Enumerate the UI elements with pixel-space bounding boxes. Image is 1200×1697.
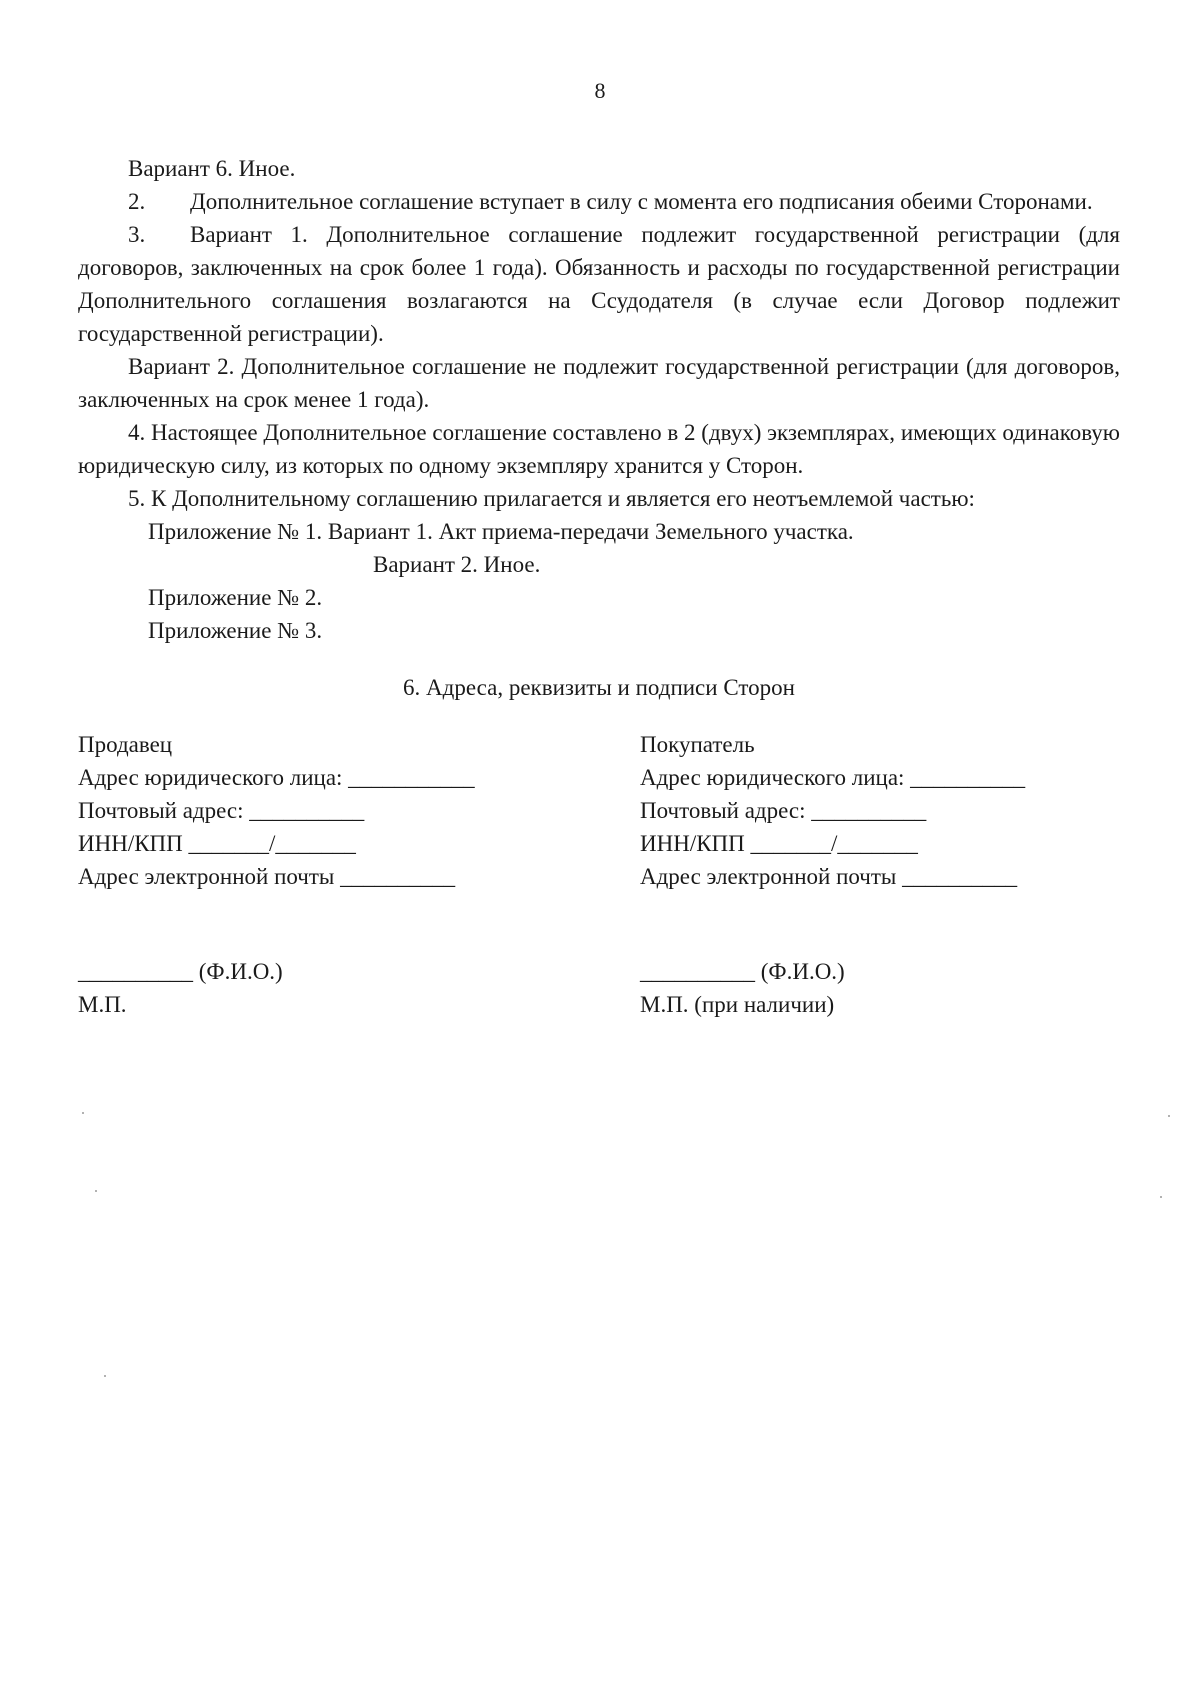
seller-stamp: М.П. — [78, 992, 127, 1017]
page-number: 8 — [594, 78, 606, 103]
paragraph-2-number: 2. — [128, 189, 146, 214]
buyer-block — [640, 728, 1120, 893]
scan-speck — [1160, 1196, 1162, 1198]
paragraph-3-variant-2: Вариант 2. Дополнительное соглашение не подлежит государственной регистрации (для договоров, заключенных на срок менее 1 года). — [78, 354, 1120, 412]
buyer-title: Покупатель — [640, 732, 755, 757]
paragraph-variant-6: Вариант 6. Иное. — [128, 156, 296, 181]
paragraph-4: 4. Настоящее Дополнительное соглашение составлено в 2 (двух) экземплярах, имеющих одинаковую юридическую силу, из которых по одному экземпляру хранится у Сторон. — [78, 420, 1120, 478]
paragraph-3-text: Вариант 1. Дополнительное соглашение подлежит государственной регистрации (для договоров, заключенных на срок более 1 года). Обязанность и расходы по государственной регистрации Дополнительного соглашения возлагаются на Ссудодателя (в случае если Договор подлежит государственной регистрации). — [78, 222, 1120, 346]
scan-speck — [1168, 1115, 1170, 1117]
buyer-signature: __________ (Ф.И.О.) — [640, 959, 845, 984]
seller-signature-block — [78, 955, 598, 1021]
seller-block — [78, 728, 598, 893]
appendix-2: Приложение № 2. — [148, 585, 323, 610]
paragraph-2 — [78, 185, 1120, 218]
seller-inn-kpp: ИНН/КПП _______/_______ — [78, 831, 356, 856]
appendix-3: Приложение № 3. — [148, 618, 323, 643]
scan-speck — [82, 1112, 84, 1114]
paragraph-2-text: Дополнительное соглашение вступает в силу с момента его подписания обеими Сторонами. — [190, 189, 1093, 214]
buyer-legal-address: Адрес юридического лица: __________ — [640, 765, 1026, 790]
seller-postal-address: Почтовый адрес: __________ — [78, 798, 365, 823]
seller-title: Продавец — [78, 732, 173, 757]
buyer-postal-address: Почтовый адрес: __________ — [640, 798, 927, 823]
seller-email: Адрес электронной почты __________ — [78, 864, 456, 889]
scan-speck — [104, 1375, 106, 1377]
seller-legal-address: Адрес юридического лица: ___________ — [78, 765, 475, 790]
paragraph-3-number: 3. — [128, 222, 146, 247]
buyer-stamp: М.П. (при наличии) — [640, 992, 835, 1017]
appendix-1-variant-2: Вариант 2. Иное. — [373, 552, 541, 577]
buyer-email: Адрес электронной почты __________ — [640, 864, 1018, 889]
paragraph-3 — [78, 218, 1120, 350]
paragraph-5: 5. К Дополнительному соглашению прилагается и является его неотъемлемой частью: — [128, 486, 975, 511]
appendix-1: Приложение № 1. Вариант 1. Акт приема-передачи Земельного участка. — [148, 519, 854, 544]
section-title: 6. Адреса, реквизиты и подписи Сторон — [403, 675, 795, 700]
scan-speck — [95, 1190, 97, 1192]
document-body — [78, 152, 1120, 1021]
buyer-inn-kpp: ИНН/КПП _______/_______ — [640, 831, 918, 856]
parties-requisites — [78, 728, 1120, 893]
seller-signature: __________ (Ф.И.О.) — [78, 959, 283, 984]
buyer-signature-block — [640, 955, 1120, 1021]
signature-block — [78, 955, 1120, 1021]
